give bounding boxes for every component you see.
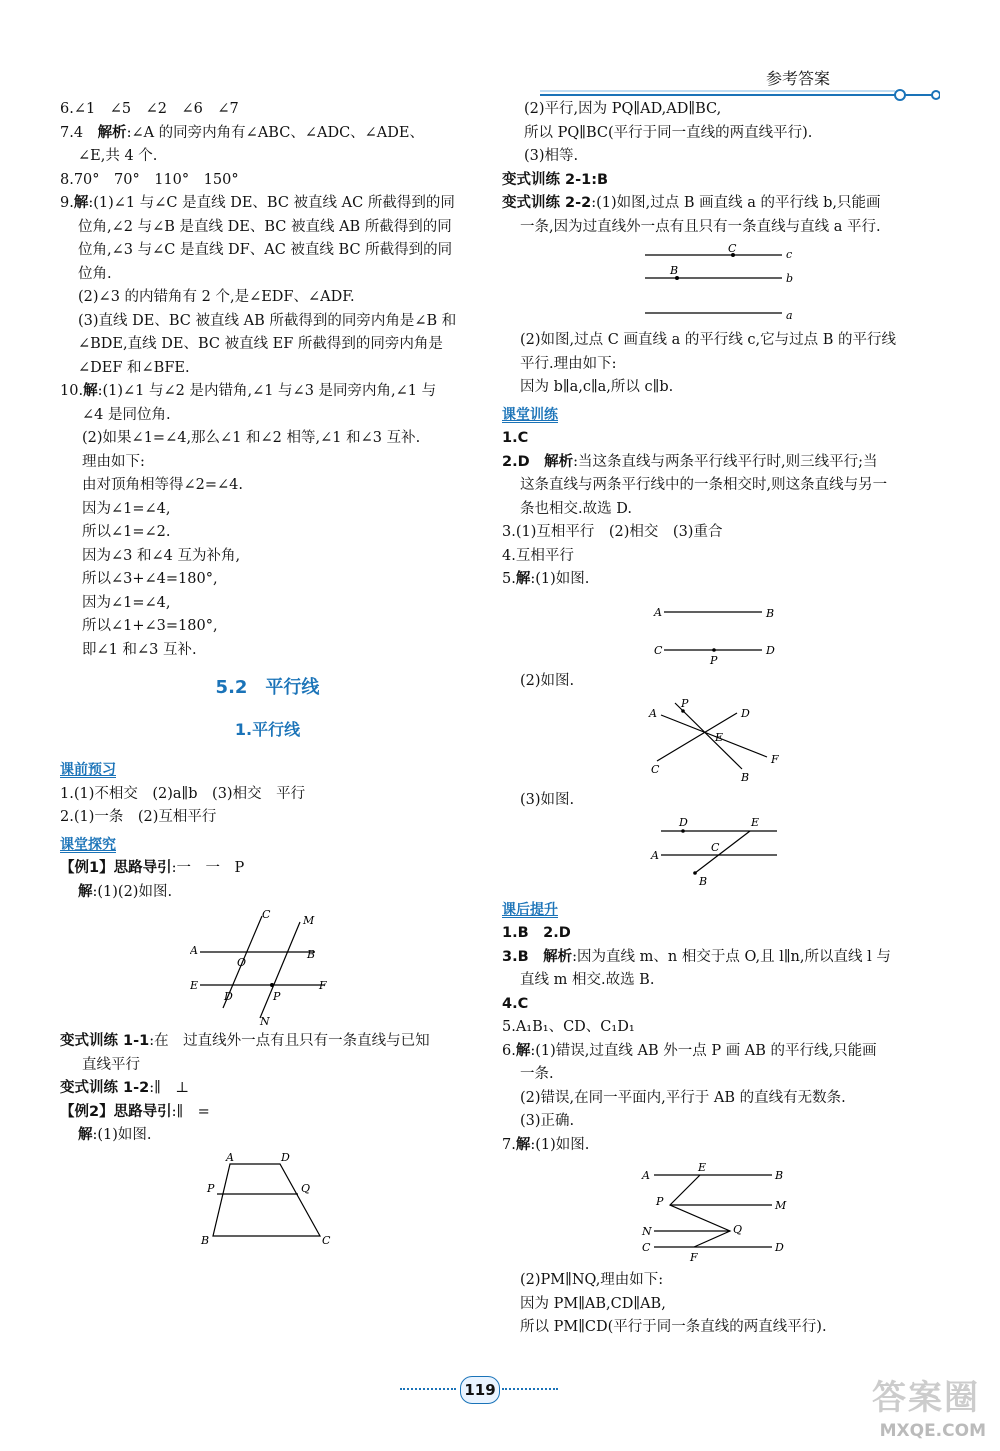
exercise-5: 5.解:(1)如图. — [502, 571, 590, 587]
variant-1-1: 变式训练 1-1:在 过直线外一点有且只有一条直线与已知 — [60, 1033, 430, 1049]
proof-step: 所以∠1+∠3=180°, — [82, 618, 218, 634]
label-E: E — [751, 816, 760, 829]
preview-2: 2.(1)一条 (2)互相平行 — [60, 809, 217, 825]
header-decoration — [540, 62, 940, 102]
label-a: a — [786, 309, 793, 322]
exercise-2-end: 条也相交.故选 D. — [520, 500, 632, 517]
label-P: P — [710, 653, 718, 666]
figure-transversals — [190, 908, 360, 1026]
label-Q: Q — [301, 1181, 311, 1195]
answer-8: 8.70° 70° 110° 150° — [60, 171, 239, 188]
answer-10-part2: (2)如果∠1=∠4,那么∠1 和∠2 相等,∠1 和∠3 互补. — [82, 430, 421, 446]
proof-step: 因为∠1=∠4, — [82, 594, 171, 611]
label-C: C — [728, 243, 737, 255]
label-D: D — [224, 990, 233, 1003]
preview-1: 1.(1)不相交 (2)a∥b (3)相交 平行 — [60, 785, 306, 802]
proof-step: 因为∠3 和∠4 互为补角, — [82, 547, 241, 564]
label-M: M — [775, 1199, 787, 1212]
exercise-3: 3.(1)互相平行 (2)相交 (3)重合 — [502, 524, 723, 540]
label-C: C — [651, 763, 660, 776]
figure-crossing — [647, 697, 797, 785]
label-D: D — [679, 816, 688, 829]
proof-step: 所以∠3+∠4=180°, — [82, 571, 218, 587]
example-2-part3: (3)相等. — [524, 148, 579, 164]
label-N: N — [260, 1015, 270, 1026]
section-label: 课堂探究 — [60, 836, 116, 853]
label-C: C — [711, 840, 720, 854]
label-C: C — [654, 643, 663, 657]
after-3-cont: 直线 m 相交.故选 B. — [520, 972, 655, 988]
label-B: B — [307, 948, 316, 961]
proof-step: 因为∠1=∠4, — [82, 500, 171, 517]
right-column — [502, 98, 922, 1340]
label-P: P — [207, 1181, 215, 1195]
label-A: A — [649, 707, 657, 720]
label-E: E — [698, 1161, 707, 1174]
figure-ab-cd — [652, 596, 792, 666]
after-6-part2: (2)错误,在同一平面内,平行于 AB 的直线有无数条. — [520, 1089, 846, 1106]
label-C: C — [642, 1241, 651, 1254]
answer-9-line4: 位角. — [78, 265, 112, 282]
left-column — [60, 98, 475, 1251]
variant-2-2-part2: (2)如图,过点 C 画直线 a 的平行线 c,它与过点 B 的平行线 — [520, 332, 897, 348]
example-1-solution: 解:(1)(2)如图. — [78, 883, 173, 900]
label-b: b — [786, 272, 794, 285]
section-label: 课堂训练 — [502, 406, 558, 423]
section-label: 课前预习 — [60, 762, 116, 778]
variant-2-2-cont: 一条,因为过直线外一点有且只有一条直线与直线 a 平行. — [520, 218, 881, 235]
answer-10-cont: ∠4 是同位角. — [82, 406, 171, 423]
example-2-part2: (2)平行,因为 PQ∥AD,AD∥BC, — [524, 101, 722, 117]
label-P: P — [656, 1195, 664, 1208]
label-C: C — [262, 908, 271, 921]
proof-step: 所以∠1=∠2. — [82, 524, 171, 540]
exercise-1: 1.C — [502, 430, 529, 446]
figure-zigzag — [640, 1161, 800, 1265]
figure-trapezoid — [195, 1152, 345, 1247]
figure-parallel-abc — [637, 243, 807, 325]
exercise-2-cont: 这条直线与两条平行线中的一条相交时,则这条直线与另一 — [520, 477, 888, 493]
label-D: D — [775, 1241, 784, 1254]
variant-1-2: 变式训练 1-2:∥ ⊥ — [60, 1080, 189, 1096]
watermark — [836, 1363, 986, 1443]
label-P: P — [681, 697, 689, 710]
label-C: C — [322, 1233, 331, 1247]
label-D: D — [766, 643, 775, 657]
proof-step: 因为 b∥a,c∥a,所以 c∥b. — [520, 379, 674, 395]
label-A: A — [642, 1169, 650, 1182]
proof-step: 所以 PM∥CD(平行于同一条直线的两直线平行). — [520, 1319, 827, 1335]
example-2: 【例2】思路导引:∥ = — [60, 1103, 210, 1120]
label-M: M — [303, 914, 315, 927]
reason-line: 平行.理由如下: — [520, 355, 617, 372]
variant-2-2: 变式训练 2-2:(1)如图,过点 B 画直线 a 的平行线 b,只能画 — [502, 195, 881, 211]
answer-9-part3: (3)直线 DE、BC 被直线 AB 所截得到的同旁内角是∠B 和 — [78, 312, 457, 329]
answer-9-part2: (2)∠3 的内错角有 2 个,是∠EDF、∠ADF. — [78, 289, 355, 305]
footer-dots-left — [400, 1388, 456, 1390]
answer-9-part3-end: ∠DEF 和∠BFE. — [78, 359, 190, 376]
exercise-4: 4.互相平行 — [502, 547, 574, 564]
exercise-5-part3: (3)如图. — [520, 792, 575, 808]
header-title: 参考答案 — [765, 69, 830, 88]
answer-7: 7.4 解析:∠A 的同旁内角有∠ABC、∠ADC、∠ADE、 — [60, 124, 424, 141]
label-F: F — [771, 753, 779, 766]
label-D: D — [741, 707, 750, 720]
section-label: 课后提升 — [502, 901, 558, 918]
page-header — [540, 62, 940, 102]
answer-10: 10.解:(1)∠1 与∠2 是内错角,∠1 与∠3 是同旁内角,∠1 与 — [60, 383, 437, 399]
answer-9-line2: 位角,∠2 与∠B 是直线 DE、BC 被直线 AB 所截得到的同 — [78, 218, 452, 235]
exercise-2: 2.D 解析:当这条直线与两条平行线平行时,则三线平行;当 — [502, 453, 878, 470]
label-A: A — [190, 944, 198, 957]
after-7-part2: (2)PM∥NQ,理由如下: — [520, 1272, 664, 1288]
label-N: N — [642, 1225, 652, 1238]
after-6-cont: 一条. — [520, 1066, 554, 1082]
exercise-5-part2: (2)如图. — [520, 672, 575, 689]
answer-9-line3: 位角,∠3 与∠C 是直线 DF、AC 被直线 BC 所截得到的同 — [78, 242, 453, 258]
after-7: 7.解:(1)如图. — [502, 1136, 590, 1153]
answer-9-part3-cont: ∠BDE,直线 DE、BC 被直线 EF 所截得到的同旁内角是 — [78, 336, 443, 352]
page-number: 119 — [460, 1376, 500, 1404]
watermark-logo: 答案圈 — [872, 1378, 980, 1418]
answer-6: 6.∠1 ∠5 ∠2 ∠6 ∠7 — [60, 101, 239, 117]
label-A: A — [651, 848, 659, 862]
figure-de-ac — [647, 817, 797, 891]
label-D: D — [281, 1151, 290, 1164]
after-3: 3.B 解析:因为直线 m、n 相交于点 O,且 l∥n,所以直线 l 与 — [502, 948, 891, 965]
variant-2-1: 变式训练 2-1:B — [502, 171, 609, 188]
proof-step: 因为 PM∥AB,CD∥AB, — [520, 1295, 666, 1312]
after-6: 6.解:(1)错误,过直线 AB 外一点 P 画 AB 的平行线,只能画 — [502, 1042, 877, 1059]
example-2-solution: 解:(1)如图. — [78, 1127, 152, 1143]
label-B: B — [741, 771, 750, 784]
answer-7-cont: ∠E,共 4 个. — [78, 148, 158, 164]
watermark-url: MXQE.COM — [879, 1421, 986, 1441]
proof-step: 由对顶角相等得∠2=∠4. — [82, 477, 244, 493]
label-F: F — [690, 1251, 698, 1264]
subsection-title: 1.平行线 — [234, 719, 301, 739]
after-6-part3: (3)正确. — [520, 1113, 575, 1129]
label-A: A — [654, 605, 662, 619]
label-P: P — [273, 990, 281, 1003]
reason-line: 理由如下: — [82, 453, 145, 470]
footer-dots-right — [502, 1388, 558, 1390]
proof-step: 即∠1 和∠3 互补. — [82, 641, 197, 658]
label-Q: Q — [733, 1223, 743, 1236]
label-E: E — [715, 731, 724, 744]
page-footer — [400, 1376, 560, 1406]
label-E: E — [190, 979, 199, 992]
section-title: 5.2 平行线 — [215, 677, 320, 698]
answer-9: 9.解:(1)∠1 与∠C 是直线 DE、BC 被直线 AC 所截得到的同 — [60, 195, 455, 211]
label-B: B — [670, 264, 679, 277]
variant-1-1-cont: 直线平行 — [82, 1056, 140, 1073]
after-5: 5.A₁B₁、CD、C₁D₁ — [502, 1019, 635, 1035]
label-B: B — [201, 1233, 210, 1247]
after-1-2: 1.B 2.D — [502, 925, 571, 941]
after-4: 4.C — [502, 995, 529, 1012]
label-B: B — [699, 874, 708, 888]
label-A: A — [226, 1151, 234, 1164]
label-B: B — [775, 1169, 784, 1182]
label-F: F — [319, 979, 327, 992]
label-O: O — [237, 956, 247, 969]
example-2-part2-cont: 所以 PQ∥BC(平行于同一直线的两直线平行). — [524, 124, 813, 141]
example-1: 【例1】思路导引:一 一 P — [60, 860, 245, 876]
label-c: c — [786, 248, 793, 261]
label-B: B — [766, 606, 775, 620]
